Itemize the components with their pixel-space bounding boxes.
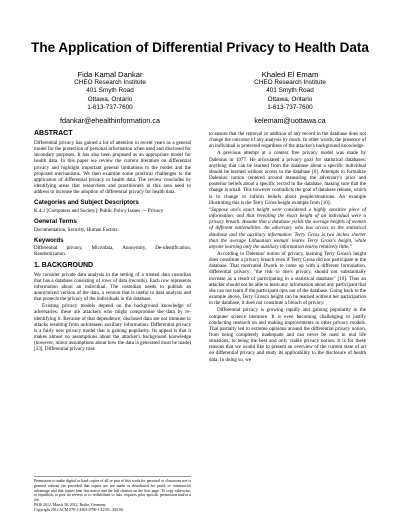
- author-block-2: [210, 70, 370, 125]
- right-column: [209, 131, 366, 364]
- conference-text: PAIS 2012, March 30, 2012, Berlin, Germany.: [34, 502, 107, 507]
- author-name: Fida Kamal Dankar: [77, 70, 143, 79]
- right-para-4: Differential privacy is growing rapidly and gaining popularity in the computer science literature. It is even becoming challenging to justify conducting research on and making improvements to other privacy models. That partially led to extreme opinions around the differential privacy notion, from being completely inadequate and can never be used in real life situations, to being the best and only viable privacy notion. It is for these reasons that we would like to present an overview of the current state of art on differential privacy and study its applicability to the disclosure of health data. In doing so, we: [209, 307, 366, 363]
- background-heading: 1. BACKGROUND: [34, 261, 94, 269]
- right-para-3: According to Dalenius' notion of privacy, learning Terry Gross's height does constitute a privacy breach even if Terry Gross did not participate in the database. That motivated Dwork to come up with a different formulation, differential privacy: "the risk to one's privacy, should not substantially increase as a result of participating in a statistical database" [10]. Thus an attacker should not be able to learn any information about any participant that she can not learn if the participant opts out of the database. Going back to the example above, Terry Gross's height can be learned without her participation in the database, it does not constitute a breach of privacy.: [209, 250, 366, 307]
- permission-text: Permission to make digital or hard copies of all or part of this work for personal or classroom use is granted without fee provided that copies are not made or distributed for profit or commercial advantage and that copies bear this notice and the full citation on the first page. To copy otherwise, to republish, to post on servers or to redistribute to lists, requires prior specific permission and/or a fee.: [34, 479, 191, 503]
- right-para-2: A previous attempt at a context free privacy model was made by Dalenius in 1977. He articulated a privacy goal for statistical databases: anything that can be learned from the database about a specific individual should be learned without access to the database [6]. Attempts to formalize Dalenius' notion centered around measuring the adversary's prior and posterior beliefs about a specific record in the database, making sure that the change is small. This however contradicts the goal of database release, which is to change or inform beliefs about people/situations. An example illustrating this is the Terry Gross height example from [10]:: [209, 150, 366, 206]
- left-column: [34, 126, 191, 354]
- right-para-1: to ensure that the removal or addition of any record in the database does not change the outcome of any analysis by much. In other words, the presence of an individual is protected regardless of the attacker's background knowledge.: [209, 131, 366, 150]
- terry-gross-quote: "Suppose one's exact height were considered a highly sensitive piece of information, and that revealing the exact height of an individual were a privacy breach. Assume that a database yields the average heights of women of different nationalities. An adversary who has access to the statistical database and the auxiliary information 'Terry Gross is two inches shorter than the average Lithuanian woman' learns Terry Gross's height, while anyone learning only the auxiliary information learns relatively little.": [209, 206, 366, 250]
- categories-heading: Categories and Subject Descriptors: [34, 199, 139, 207]
- background-para-1: We consider private data analysis in the setting of a trusted data custodian that has a database consisting of rows of data (records). Each row represents information about an individual. The custodian needs to publish an anonymized version of the data, a version that is useful to data analysts and that protects the privacy of the individuals in the database.: [34, 271, 191, 303]
- author-street: 401 Smyth Road: [266, 87, 314, 95]
- author-email: fdankar@ehealthinformation.ca: [60, 116, 160, 126]
- copyright-footnote: [34, 476, 191, 513]
- author-phone: 1-613-737-7600: [267, 103, 313, 111]
- author-city: Ottawa, Ontario: [87, 95, 133, 103]
- copyright-text: Copyright 2012 ACM 978-1-4503-0790-1/12/03...$10.00.: [34, 507, 125, 512]
- author-org: CHEO Research Institute: [74, 79, 146, 86]
- author-org: CHEO Research Institute: [254, 79, 326, 86]
- abstract-heading: ABSTRACT: [34, 130, 73, 137]
- author-block-1: [30, 70, 190, 125]
- author-phone: 1-613-737-7600: [87, 103, 133, 111]
- keywords-text: Differential privacy, Microdata, Anonymity, De-identification, Randomization.: [34, 245, 191, 258]
- author-email: kelemam@uottawa.ca: [254, 116, 326, 126]
- author-name: Khaled El Emam: [261, 70, 319, 79]
- general-terms-heading: General Terms: [34, 218, 77, 226]
- categories-text: K.4.1 [Computers and Society]: Public Policy Issues — Privacy: [34, 207, 164, 214]
- general-terms-text: Documentation, Security, Human Factors.: [34, 226, 119, 233]
- keywords-heading: Keywords: [34, 236, 64, 244]
- background-para-2: Existing privacy models depend on the background knowledge of adversaries; these are attackers who might compromise the data by re-identifying it. Because of that dependence, disclosed data are not immune to attacks resulting from unforeseen auxiliary information. Differential privacy is a fairly new privacy model that is gaining popularity. Its appeal is that it makes almost no assumptions about the attacker's background knowledge (however, minor assumptions about how the data is generated must be made) [33]. Differential privacy tries: [34, 303, 191, 353]
- author-street: 401 Smyth Road: [86, 87, 134, 95]
- author-city: Ottawa, Ontario: [267, 95, 313, 103]
- paper-title: The Application of Differential Privacy to Health Data: [31, 40, 369, 55]
- abstract-text: Differential privacy has gained a lot of attention in recent years as a general model for the protection of personal information when used and disclosed for secondary purposes. It has also been proposed as an appropriate model for health data. In this paper we review the current literature on differential privacy and highlight important general limitations to the model and the proposed mechanisms. We then examine some practical challenges to the application of differential privacy to health data. The review concludes by identifying areas that researchers and practitioners in this area need to address to increase the adoption of differential privacy for health data.: [34, 140, 191, 196]
